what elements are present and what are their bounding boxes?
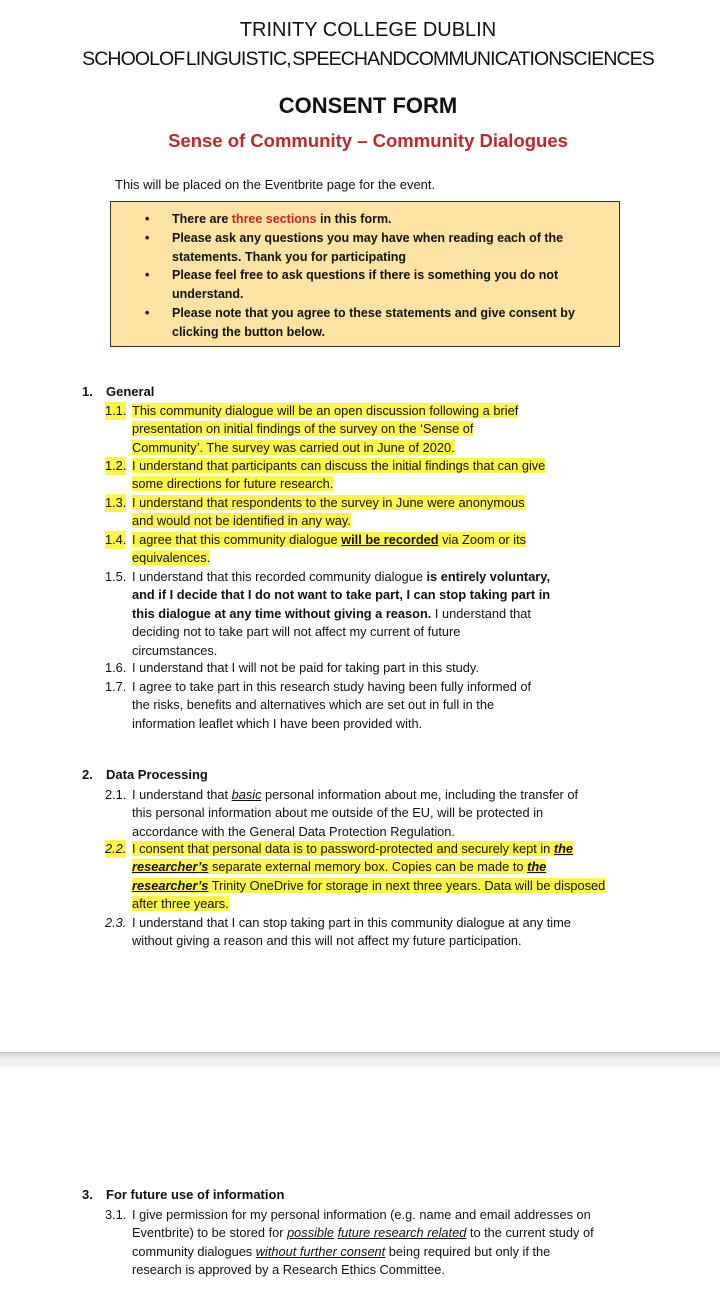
school-name: SCHOOLOF LINGUISTIC, SPEECHANDCOMMUNICATIONSCIENCES (82, 48, 654, 70)
three-sections-text: three sections (231, 212, 317, 226)
bullet-icon: • (145, 268, 150, 283)
instructions-list (145, 210, 585, 342)
bullet-icon: • (145, 212, 150, 226)
instruction-item: • Please feel free to ask questions if there is something you do not understand. (145, 268, 559, 302)
instruction-item: • There are three sections in this form. (145, 210, 585, 229)
document-page-2: 3. For future use of information 3.1. I give permission for my personal information (e.g. name and email addresses on Eventbrite) to be stored for possible future research related to the current study of community dialogues without further consent being required but only if the research is approved by a Research Ethics Committee. (0, 1067, 720, 1306)
instruction-item: • Please note that you agree to these statements and give consent by clicking the button below. (145, 305, 575, 339)
bullet-icon: • (145, 230, 150, 245)
page-title: CONSENT FORM (278, 93, 458, 118)
college-name: TRINITY COLLEGE DUBLIN (239, 19, 497, 41)
instruction-item: • Please ask any questions you may have when reading each of the statements. Thank you for participating (145, 230, 564, 264)
instructions-box (110, 201, 620, 347)
bullet-icon: • (145, 305, 150, 320)
eventbrite-note: This will be placed on the Eventbrite page for the event. (115, 177, 436, 192)
page-break (0, 1052, 720, 1068)
document-page-1: TRINITY COLLEGE DUBLIN SCHOOLOF LINGUISTIC, SPEECHANDCOMMUNICATIONSCIENCES CONSENT FORM Sense of Community – Community Dialogues This will be placed on the Eventbrite page for the event. • There are three sections in this form. • Please ask any questions you may have when reading each of the statements. Thank you for participating • Please feel free to ask questions if there is something you do not understand. • Please note that you agree to these statements and give consent by clicking the button below. 1. General 1.1. This community dialogue will be an open discussion following a brief presentation on initial findings of the survey on the ‘Sense of Community’. The survey was carried out in June of 2020. 1.2. I understand that participants can discuss the initial findings that can give some directions for future research. 1.3. I understand that respondents to the survey in June were anonymous and would not be identified in any way. 1.4. I agree that this community dialogue will be recorded via Zoom or its equivalences. 1.5. I understand that this recorded community dialogue is entirely voluntary, and if I decide that I do not want to take part, I can stop taking part in this dialogue at any time without giving a reason. I understand that deciding not to take part will not affect my current of future circumstances. 1.6. I understand that I will not be paid for taking part in this study. 1.7. I agree to take part in this research study having been fully informed of the risks, benefits and alternatives which are set out in full in the information leaflet which I have been provided with. 2. Data Processing 2.1. I understand that basic personal information about me, including the transfer of this personal information about me outside of the EU, will be protected in accordance with the General Data Protection Regulation. 2.2. I consent that personal data is to password-protected and securely kept in the researcher’s separate external memory box. Copies can be made to the researcher’s Trinity OneDrive for storage in next three years. Data will be disposed after three years. 2.3. I understand that I can stop taking part in this community dialogue at any time without giving a reason and this will not affect my future participation. (0, 0, 720, 1052)
page-subtitle: Sense of Community – Community Dialogues (168, 130, 568, 151)
